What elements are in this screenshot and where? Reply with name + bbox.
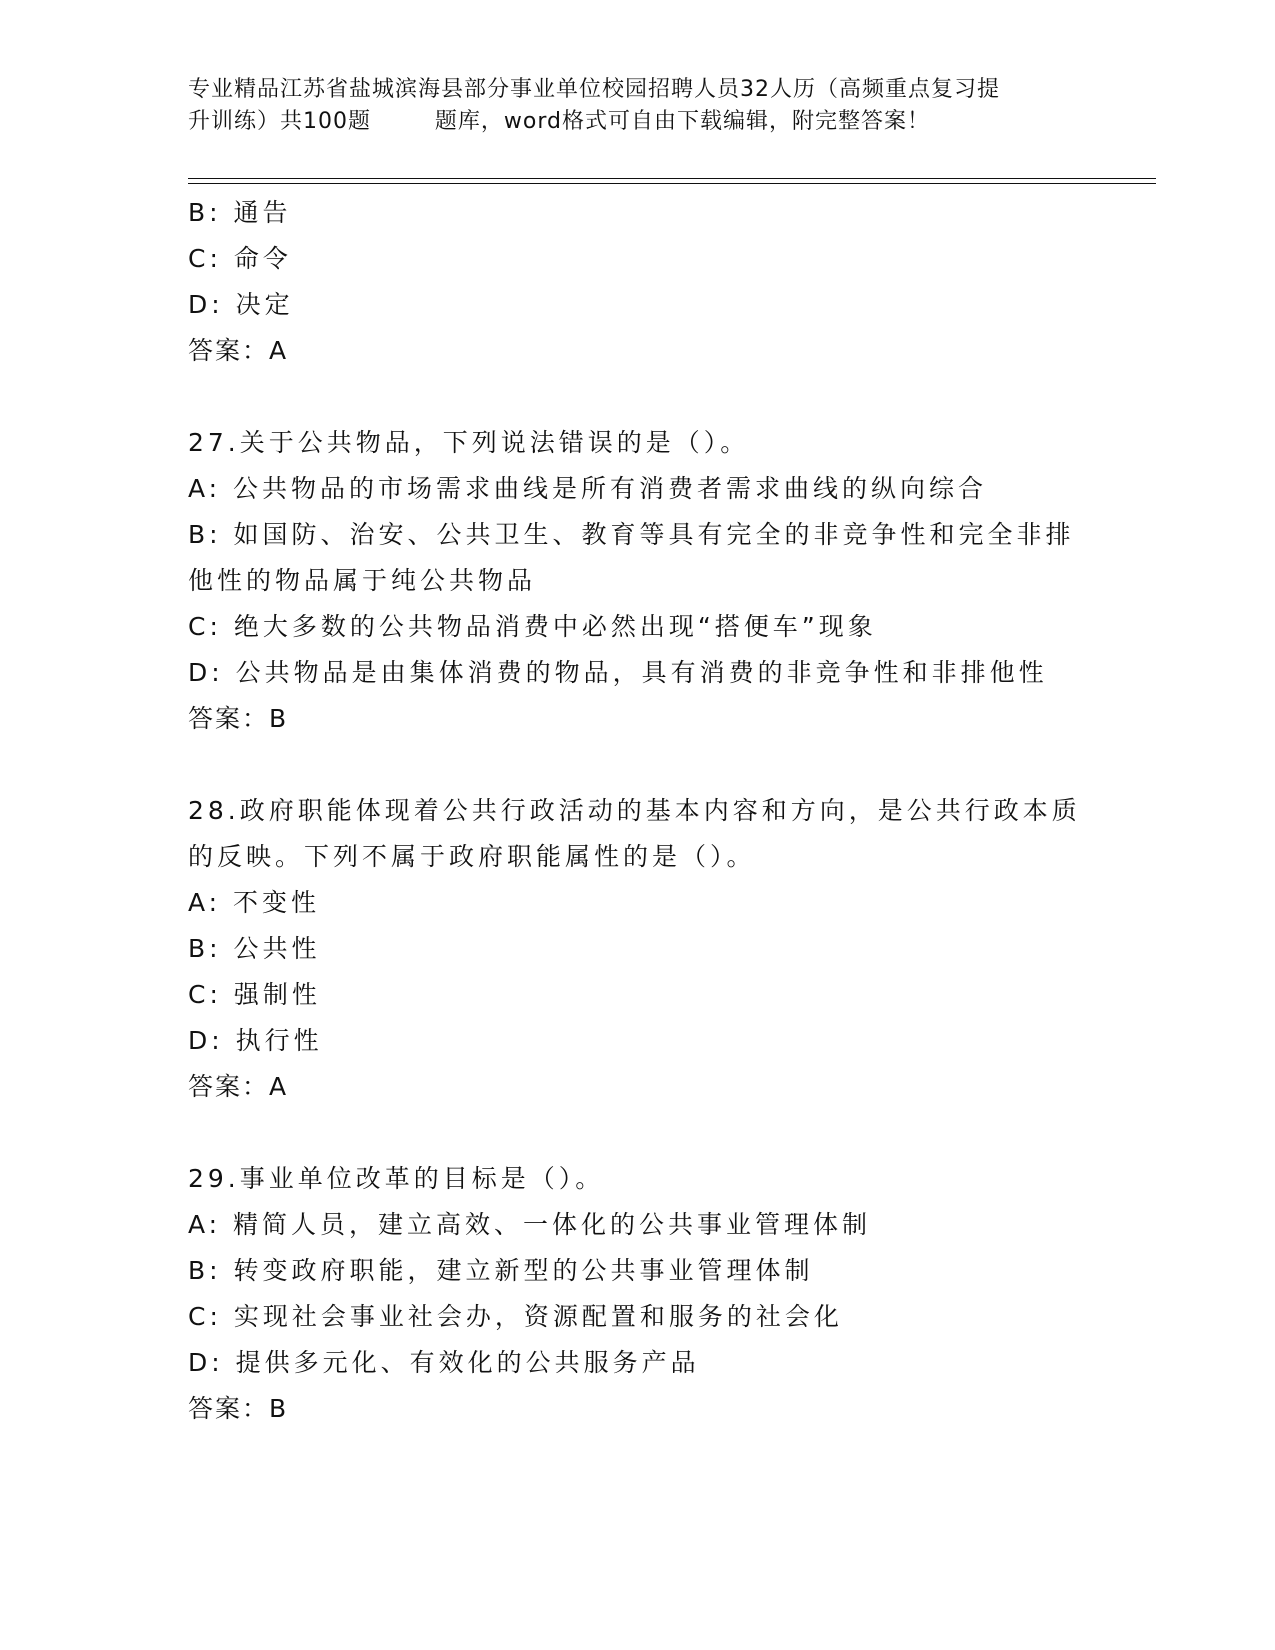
answer-line: 答案：A <box>188 1072 289 1101</box>
option-c: C: 强制性 <box>188 980 321 1009</box>
option-d: D: 提供多元化、有效化的公共服务产品 <box>188 1348 700 1377</box>
answer-line: 答案：B <box>188 704 289 733</box>
question-28 <box>188 788 1088 1110</box>
option-a: A: 精简人员，建立高效、一体化的公共事业管理体制 <box>188 1210 872 1239</box>
question-list <box>188 190 1088 1432</box>
option-d: D: 执行性 <box>188 1026 323 1055</box>
option-b-continued: 他性的物品属于纯公共物品 <box>188 566 537 595</box>
option-c: C: 绝大多数的公共物品消费中必然出现“搭便车”现象 <box>188 612 877 641</box>
question-27 <box>188 420 1088 742</box>
option-b: B: 如国防、治安、公共卫生、教育等具有完全的非竞争性和完全非排 <box>188 520 1075 549</box>
answer-line: 答案：B <box>188 1394 289 1423</box>
spacer <box>188 374 1088 420</box>
question-26-continued <box>188 190 1088 374</box>
question-stem: 27.关于公共物品，下列说法错误的是（）。 <box>188 428 750 457</box>
option-d: D: 公共物品是由集体消费的物品，具有消费的非竞争性和非排他性 <box>188 658 1048 687</box>
question-stem: 28.政府职能体现着公共行政活动的基本内容和方向，是公共行政本质 <box>188 796 1081 825</box>
header-rule-bottom <box>188 183 1156 184</box>
question-29 <box>188 1156 1088 1432</box>
option-a: A: 公共物品的市场需求曲线是所有消费者需求曲线的纵向综合 <box>188 474 988 503</box>
option-b: B: 通告 <box>188 198 292 227</box>
question-stem-continued: 的反映。下列不属于政府职能属性的是（）。 <box>188 842 756 871</box>
option-c: C: 实现社会事业社会办，资源配置和服务的社会化 <box>188 1302 843 1331</box>
option-b: B: 转变政府职能，建立新型的公共事业管理体制 <box>188 1256 814 1285</box>
spacer <box>188 1110 1088 1156</box>
header-rule-top <box>188 178 1156 179</box>
question-stem: 29.事业单位改革的目标是（）。 <box>188 1164 605 1193</box>
header-title-line-1: 专业精品江苏省盐城滨海县部分事业单位校园招聘人员32人历（高频重点复习提 <box>188 77 1000 102</box>
answer-line: 答案：A <box>188 336 289 365</box>
option-d: D: 决定 <box>188 290 294 319</box>
header-title-line-2: 升训练）共100题 题库，word格式可自由下载编辑，附完整答案！ <box>188 109 931 134</box>
option-a: A: 不变性 <box>188 888 321 917</box>
option-b: B: 公共性 <box>188 934 321 963</box>
document-header <box>188 74 1078 138</box>
spacer <box>188 742 1088 788</box>
option-c: C: 命令 <box>188 244 292 273</box>
